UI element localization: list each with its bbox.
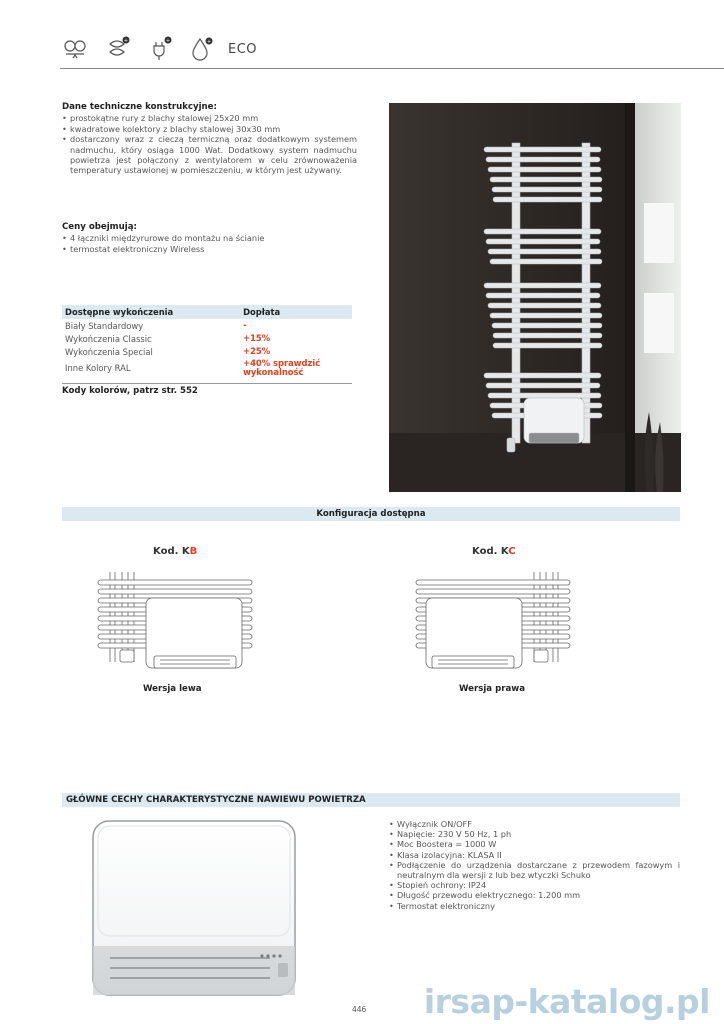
price-includes-list: [62, 233, 357, 254]
surcharge-header: Dopłata: [240, 305, 352, 319]
technical-data-section: [62, 102, 357, 176]
code-kc-label: [472, 546, 516, 557]
radiator: [484, 143, 602, 452]
table-row: [62, 358, 352, 378]
code-prefix: Kod. K: [153, 546, 190, 557]
table-rule: [62, 383, 352, 384]
list-item: • Długość przewodu elektrycznego: 1.200 mm: [389, 890, 680, 900]
watermark: irsap-katalog.pl: [423, 982, 710, 1021]
technical-data-title: Dane techniczne konstrukcyjne:: [62, 102, 217, 112]
left-version-drawing: [96, 570, 256, 672]
electric-heating-icon: [60, 34, 90, 64]
fan-boost-icon: [102, 34, 132, 64]
list-item: • 4 łączniki międzyrurowe do montażu na ścianie: [62, 233, 357, 243]
table-header-row: [62, 305, 352, 319]
list-item: • Klasa izolacyjna: KLASA II: [389, 850, 680, 860]
eco-icon: ECO: [228, 41, 258, 57]
list-item: • dostarczony wraz z cieczą termiczną oraz dodatkowym systemem nadmuchu, który osiąga 1000 Wat. Dodatkowy system nadmuchu powietrza jest połączony z wentylatorem w celu zrównoważenia temperatury ustawionej w pomieszczeniu, w którym jest używany.: [62, 134, 357, 176]
left-version-label: Wersja lewa: [143, 684, 202, 694]
finish-name: Inne Kolory RAL: [65, 363, 131, 373]
code-suffix: C: [508, 546, 516, 557]
configuration-bar: Konfiguracja dostępna: [62, 507, 680, 521]
table-row: [62, 332, 352, 345]
list-item: • prostokątne rury z blachy stalowej 25x20 mm: [62, 113, 357, 123]
list-item: • Moc Boostera = 1000 W: [389, 839, 680, 849]
features-bar: GŁÓWNE CECHY CHARAKTERYSTYCZNE NAWIEWU POWIETRZA: [62, 793, 680, 807]
product-photo: [389, 103, 681, 492]
right-version-label: Wersja prawa: [459, 684, 526, 694]
finishes-table: [62, 305, 352, 378]
finish-name: Biały Standardowy: [65, 320, 144, 331]
list-item: • Napięcie: 230 V 50 Hz, 1 ph: [389, 829, 680, 839]
list-item: • Termostat elektroniczny: [389, 901, 680, 911]
header-rule: [60, 68, 724, 69]
right-version-drawing: [412, 570, 572, 672]
list-item: • Podłączenie do urządzenia dostarczane z przewodem fazowym i neutralnym dla wersji z lub bez wtyczki Schuko: [389, 860, 680, 880]
price-includes-section: [62, 222, 357, 254]
svg-text:+: +: [165, 38, 171, 44]
price-includes-title: Ceny obejmują:: [62, 222, 137, 232]
code-suffix: B: [189, 546, 198, 557]
list-item: • Wyłącznik ON/OFF: [389, 819, 680, 829]
table-row: [62, 319, 352, 332]
svg-text:+: +: [123, 38, 129, 44]
finish-surcharge: +40% sprawdzić wykonalność: [243, 358, 321, 377]
code-prefix: Kod. K: [472, 546, 509, 557]
svg-text:+: +: [206, 39, 212, 45]
page-number: 446: [352, 1005, 367, 1014]
code-kb-label: [153, 546, 197, 557]
color-codes-note: Kody kolorów, patrz str. 552: [62, 386, 198, 396]
finish-name: Wykończenia Special: [65, 346, 153, 357]
finish-surcharge: -: [243, 320, 247, 330]
finish-surcharge: +15%: [243, 333, 271, 343]
technical-data-list: [62, 113, 357, 175]
list-item: • termostat elektroniczny Wireless: [62, 244, 357, 254]
finish-name: Wykończenia Classic: [65, 333, 152, 344]
finish-surcharge: +25%: [243, 346, 271, 356]
table-row: [62, 345, 352, 358]
list-item: • kwadratowe kolektory z blachy stalowej 30x30 mm: [62, 124, 357, 134]
water-drop-icon: [186, 34, 216, 64]
finishes-header: Dostępne wykończenia: [62, 305, 240, 319]
fan-heater-image: [90, 818, 298, 998]
feature-icon-bar: [60, 32, 257, 66]
features-list: [389, 819, 680, 911]
list-item: • Stopień ochrony: IP24: [389, 880, 680, 890]
plug-icon: [144, 34, 174, 64]
